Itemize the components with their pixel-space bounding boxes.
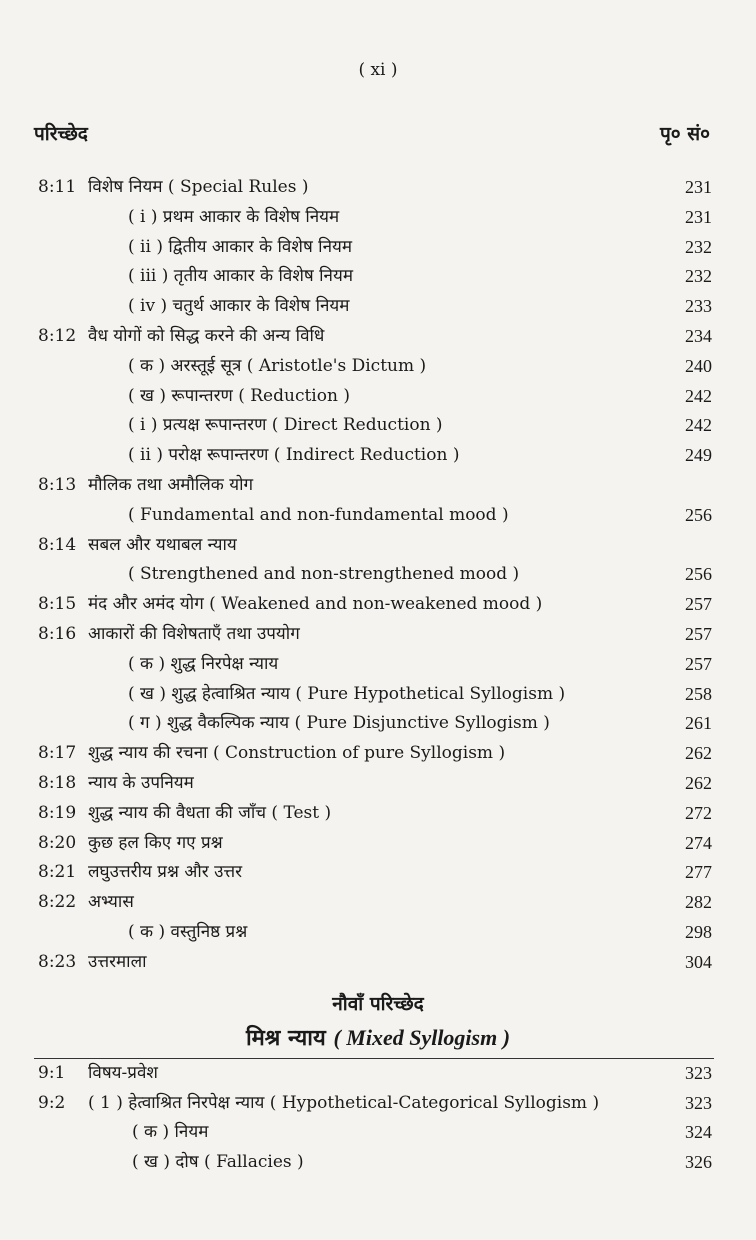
section-title: उत्तरमाला	[88, 951, 147, 972]
toc-entry	[0, 1117, 756, 1147]
section-title: ( ख ) दोष ( Fallacies )	[132, 1151, 304, 1172]
section-title: शुद्ध न्याय की रचना ( Construction of pure Syllogism )	[88, 743, 506, 764]
page-ref: 261	[685, 713, 712, 734]
section-title: वैध योगों को सिद्ध करने की अन्य विधि	[88, 326, 325, 346]
section-number: 8:23	[38, 951, 77, 972]
toc-entry	[0, 708, 756, 738]
section-title: ( ii ) परोक्ष रूपान्तरण ( Indirect Reduction )	[128, 445, 460, 466]
section-number: 9:1	[38, 1063, 66, 1083]
page-ref: 272	[685, 802, 712, 823]
section-title: ( i ) प्रत्यक्ष रूपान्तरण ( Direct Reduction )	[128, 415, 443, 436]
chapter-title-hindi: मिश्र न्याय	[245, 1025, 326, 1051]
toc-entry	[0, 500, 756, 530]
chapter-title-english: ( Mixed Syllogism )	[333, 1025, 511, 1050]
toc-entry	[0, 172, 756, 202]
section-number: 8:20	[38, 832, 77, 853]
section-title: विशेष नियम ( Special Rules )	[88, 177, 309, 197]
page-ref: 231	[685, 177, 712, 197]
section-title: ( Fundamental and non-fundamental mood )	[128, 504, 509, 525]
section-title: ( Strengthened and non-strengthened mood )	[128, 564, 520, 585]
page-ref: 242	[685, 415, 712, 436]
page-ref: 234	[685, 326, 712, 346]
toc-entry	[0, 857, 756, 887]
page-ref: 274	[685, 832, 712, 853]
toc-entry	[0, 232, 756, 262]
page-ref: 298	[685, 922, 712, 942]
section-number: 8:16	[38, 624, 77, 644]
section-title: ( क ) अरस्तूई सूत्र ( Aristotle's Dictum )	[128, 355, 427, 376]
toc-entry	[0, 261, 756, 291]
toc-entry	[0, 589, 756, 619]
toc-entry	[0, 947, 756, 977]
section-title: ( क ) नियम	[132, 1122, 209, 1142]
section-title: आकारों की विशेषताएँ तथा उपयोग	[88, 624, 300, 644]
header-page-label: पृ० सं०	[659, 123, 710, 145]
section-number: 8:21	[38, 862, 77, 883]
toc-entry	[0, 619, 756, 649]
toc-entry	[0, 321, 756, 351]
toc-entry	[0, 679, 756, 709]
page-ref: 256	[685, 504, 712, 525]
toc-entry	[0, 768, 756, 798]
page-ref: 262	[685, 743, 712, 764]
page-ref: 304	[685, 951, 712, 972]
section-title: ( क ) शुद्ध निरपेक्ष न्याय	[128, 653, 279, 674]
page-ref: 240	[685, 355, 712, 376]
toc-entry	[0, 381, 756, 411]
page-ref: 233	[685, 296, 712, 317]
section-title: अभ्यास	[88, 892, 134, 913]
toc-entry	[0, 530, 756, 560]
page-ref: 262	[685, 773, 712, 793]
toc-entry	[0, 1147, 756, 1177]
page-ref: 242	[685, 385, 712, 406]
page-ref: 282	[685, 892, 712, 913]
section-number: 8:17	[38, 743, 77, 764]
section-title: न्याय के उपनियम	[88, 773, 194, 793]
page-ref: 323	[685, 1092, 712, 1113]
section-number: 8:12	[38, 326, 77, 346]
toc-entry	[0, 470, 756, 500]
section-title: ( 1 ) हेत्वाश्रित निरपेक्ष न्याय ( Hypothetical-Categorical Syllogism )	[88, 1092, 600, 1113]
page-ref: 231	[685, 206, 712, 227]
page-number: ( xi )	[358, 60, 398, 80]
toc-entry	[0, 559, 756, 589]
section-title: लघुउत्तरीय प्रश्न और उत्तर	[88, 862, 243, 883]
section-title: ( iv ) चतुर्थ आकार के विशेष नियम	[128, 296, 350, 317]
section-title: मंद और अमंद योग ( Weakened and non-weakened mood )	[88, 594, 543, 615]
header-chapter-label: परिच्छेद	[34, 123, 88, 145]
toc-entry	[0, 410, 756, 440]
chapter-label: नौवाँ परिच्छेद	[332, 993, 424, 1015]
section-number: 8:18	[38, 773, 77, 793]
page-ref: 323	[685, 1063, 712, 1083]
page-ref: 232	[685, 236, 712, 257]
toc-entry	[0, 291, 756, 321]
section-number: 9:2	[38, 1092, 66, 1113]
section-number: 8:13	[38, 475, 77, 495]
section-title: ( ग ) शुद्ध वैकल्पिक न्याय ( Pure Disjunctive Syllogism )	[128, 713, 550, 734]
section-number: 8:22	[38, 892, 77, 913]
section-title: सबल और यथाबल न्याय	[88, 534, 237, 555]
section-title: ( ii ) द्वितीय आकार के विशेष नियम	[128, 236, 353, 257]
page-ref: 277	[685, 862, 712, 883]
toc-header	[34, 120, 710, 146]
section-title: मौलिक तथा अमौलिक योग	[88, 475, 254, 495]
page-ref: 232	[685, 266, 712, 287]
toc-entry	[0, 202, 756, 232]
section-number: 8:14	[38, 534, 77, 555]
page-ref: 257	[685, 594, 712, 615]
toc-entry	[0, 351, 756, 381]
page-ref: 257	[685, 624, 712, 644]
section-title: ( ख ) रूपान्तरण ( Reduction )	[128, 385, 350, 406]
section-number: 8:15	[38, 594, 77, 615]
section-title: ( क ) वस्तुनिष्ठ प्रश्न	[128, 922, 248, 942]
section-number: 8:11	[38, 177, 77, 197]
section-title: शुद्ध न्याय की वैधता की जाँच ( Test )	[88, 802, 332, 823]
section-title: ( i ) प्रथम आकार के विशेष नियम	[128, 206, 340, 227]
section-title: ( iii ) तृतीय आकार के विशेष नियम	[128, 266, 353, 287]
toc-entry	[0, 798, 756, 828]
toc-entry	[0, 1088, 756, 1118]
toc-entry	[0, 738, 756, 768]
chapter-title	[0, 1022, 756, 1052]
toc-entry	[0, 1058, 756, 1088]
section-title: कुछ हल किए गए प्रश्न	[88, 832, 223, 853]
toc-entry	[0, 917, 756, 947]
page-ref: 326	[685, 1151, 712, 1172]
page-ref: 257	[685, 653, 712, 674]
toc-entry	[0, 649, 756, 679]
section-title: विषय-प्रवेश	[88, 1063, 158, 1083]
section-number: 8:19	[38, 802, 77, 823]
page-ref: 324	[685, 1122, 712, 1142]
toc-entry	[0, 887, 756, 917]
page-ref: 249	[685, 445, 712, 466]
toc-entry	[0, 440, 756, 470]
page-ref: 256	[685, 564, 712, 585]
section-title: ( ख ) शुद्ध हेत्वाश्रित न्याय ( Pure Hypothetical Syllogism )	[128, 683, 566, 704]
toc-entry	[0, 828, 756, 858]
page-ref: 258	[685, 683, 712, 704]
